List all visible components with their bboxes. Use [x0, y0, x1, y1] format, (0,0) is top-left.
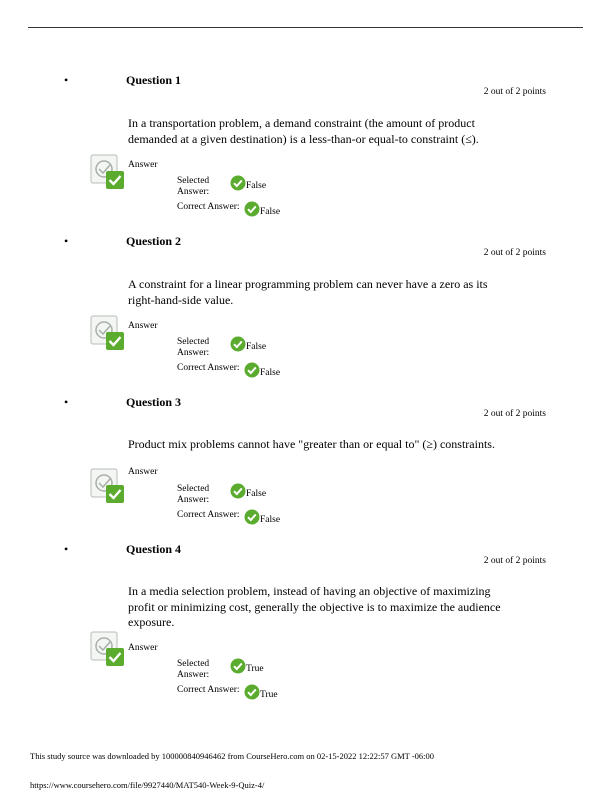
correct-check-icon — [244, 509, 260, 525]
question-text: In a media selection problem, instead of having an objective of maximizing profit or minimizing cost, generally the objective is to maximize the audience exposure. — [128, 584, 501, 629]
bullet: • — [64, 234, 69, 248]
question-title: Question 1 — [126, 73, 182, 87]
correct-answer-value: False — [260, 368, 281, 378]
question-points: 2 out of 2 points — [483, 87, 546, 97]
correct-check-icon — [244, 362, 260, 378]
bullet: • — [64, 395, 69, 409]
answer-status-icon — [90, 631, 126, 667]
bullet: • — [64, 542, 69, 556]
download-source-notice: This study source was downloaded by 100000840946462 from CourseHero.com on 02-15-2022 12:22:57 GMT -06:00 — [30, 751, 435, 761]
source-url[interactable]: https://www.coursehero.com/file/9927440/MAT540-Week-9-Quiz-4/ — [30, 780, 265, 790]
question-title: Question 3 — [126, 395, 182, 409]
correct-answer-value: False — [260, 515, 281, 525]
selected-answer-label: Selected Answer: — [177, 484, 210, 505]
correct-check-icon — [244, 684, 260, 700]
correct-answer-label: Correct Answer: — [177, 202, 240, 212]
correct-check-icon — [230, 175, 246, 191]
selected-answer-value: False — [246, 489, 267, 499]
answer-label: Answer — [128, 643, 158, 653]
question-points: 2 out of 2 points — [483, 248, 546, 258]
selected-answer-value: False — [246, 342, 267, 352]
bullet: • — [64, 73, 69, 87]
question-text: In a transportation problem, a demand constraint (the amount of product demanded at a given destination) is a less-than-or equal-to constraint (≤). — [128, 116, 479, 146]
answer-label: Answer — [128, 321, 158, 331]
answer-label: Answer — [128, 160, 158, 170]
selected-answer-label: Selected Answer: — [177, 176, 210, 197]
correct-answer-label: Correct Answer: — [177, 685, 240, 695]
answer-status-icon — [90, 468, 126, 504]
correct-check-icon — [230, 336, 246, 352]
question-points: 2 out of 2 points — [483, 556, 546, 566]
question-text: Product mix problems cannot have "greater than or equal to" (≥) constraints. — [128, 437, 495, 451]
correct-answer-label: Correct Answer: — [177, 510, 240, 520]
question-title: Question 4 — [126, 542, 182, 556]
correct-check-icon — [230, 483, 246, 499]
selected-answer-value: True — [246, 664, 264, 674]
answer-label: Answer — [128, 467, 158, 477]
answer-status-icon — [90, 315, 126, 351]
answer-status-icon — [90, 154, 126, 190]
question-title: Question 2 — [126, 234, 182, 248]
correct-answer-label: Correct Answer: — [177, 363, 240, 373]
question-points: 2 out of 2 points — [483, 409, 546, 419]
correct-answer-value: False — [260, 207, 281, 217]
question-text: A constraint for a linear programming problem can never have a zero as its right-hand-side value. — [128, 277, 488, 307]
selected-answer-label: Selected Answer: — [177, 659, 210, 680]
correct-answer-value: True — [260, 690, 278, 700]
correct-check-icon — [244, 201, 260, 217]
selected-answer-value: False — [246, 181, 267, 191]
correct-check-icon — [230, 658, 246, 674]
selected-answer-label: Selected Answer: — [177, 337, 210, 358]
top-rule — [28, 27, 583, 28]
